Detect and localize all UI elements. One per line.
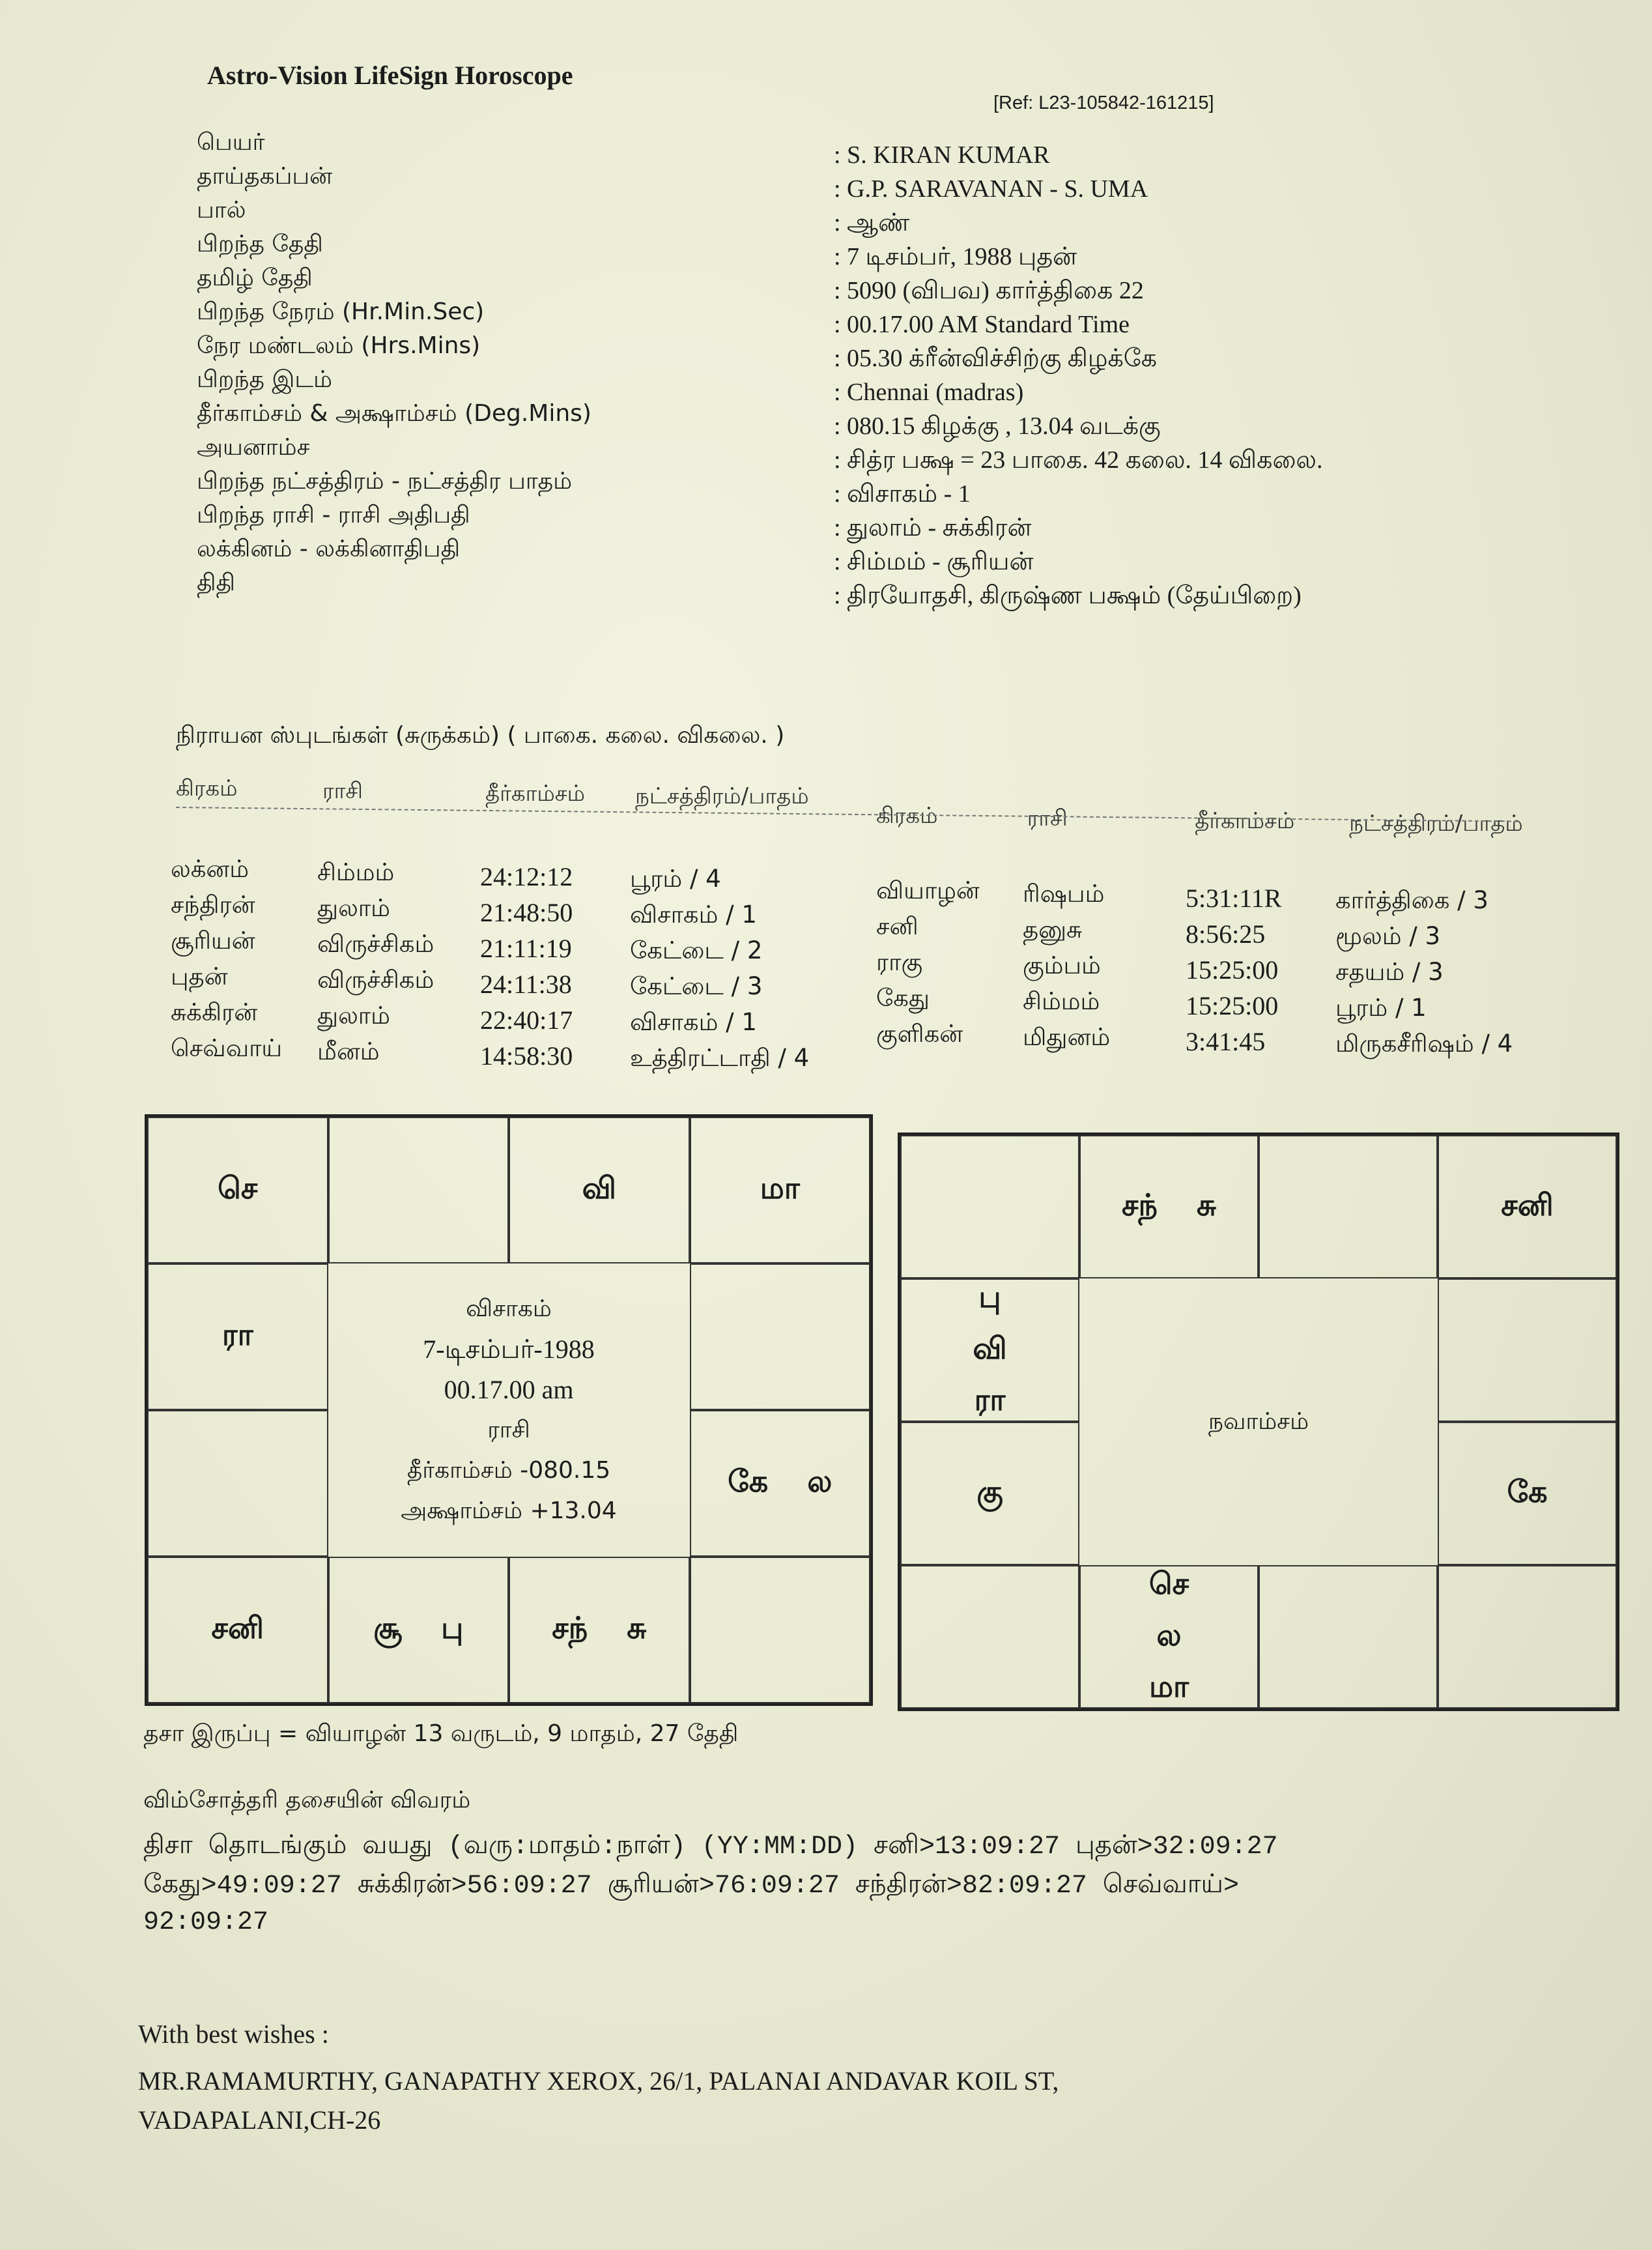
table-cell: மிதுனம் [1023, 1023, 1111, 1051]
planet-label: ல [1156, 1617, 1182, 1652]
table-cell: கும்பம் [1023, 951, 1101, 979]
chart-house [1079, 1565, 1259, 1709]
detail-label: பிறந்த நேரம் (Hr.Min.Sec) [197, 298, 485, 325]
chart-house [690, 1263, 871, 1410]
table-cell: 21:11:19 [480, 934, 572, 963]
chart-center-line: 00.17.00 am [444, 1375, 574, 1404]
detail-value: : சிம்மம் - சூரியன் [834, 548, 1034, 575]
table-cell: விருச்சிகம் [317, 966, 434, 994]
detail-value: : G.P. SARAVANAN - S. UMA [834, 175, 1148, 203]
table-cell: ரிஷபம் [1023, 880, 1105, 908]
chart-house [900, 1278, 1079, 1422]
chart-center [1079, 1278, 1438, 1565]
planet-label: சந் [552, 1610, 588, 1645]
sputam-heading: நிராயன ஸ்புடங்கள் (சுருக்கம்) ( பாகை. கலை. விகலை. ) [176, 722, 785, 749]
detail-value: : துலாம் - சுக்கிரன் [834, 514, 1032, 541]
table-cell: 15:25:00 [1186, 991, 1279, 1020]
table-cell: 24:11:38 [480, 970, 572, 999]
table-cell: கார்த்திகை / 3 [1335, 886, 1488, 914]
table-cell: 21:48:50 [480, 898, 573, 927]
detail-value: : 5090 (விபவ) கார்த்திகை 22 [834, 277, 1144, 304]
table-cell: பூரம் / 1 [1335, 994, 1427, 1022]
chart-house [900, 1422, 1079, 1565]
chart-house [509, 1117, 690, 1263]
planet-label: பு [441, 1610, 464, 1645]
footer-address-2: VADAPALANI,CH-26 [138, 2105, 381, 2135]
detail-value: : 05.30 க்ரீன்விச்சிற்கு கிழக்கே [834, 345, 1158, 372]
chart-house [1259, 1135, 1438, 1278]
detail-value: : Chennai (madras) [834, 379, 1024, 406]
detail-label: தமிழ் தேதி [197, 265, 313, 291]
planet-label: கே [1507, 1473, 1548, 1509]
chart-center-line: 7-டிசம்பர்-1988 [423, 1334, 595, 1364]
detail-value: : ஆண் [834, 209, 910, 237]
column-header: கிரகம் [876, 803, 938, 829]
table-cell: 15:25:00 [1186, 955, 1279, 985]
dasa-line-2: கேது>49:09:27 சுக்கிரன்>56:09:27 சூரியன்>76:09:27 சந்திரன்>82:09:27 செவ்வாய்> [143, 1871, 1239, 1901]
table-cell: துலாம் [317, 894, 390, 922]
footer-wishes: With best wishes : [138, 2019, 329, 2049]
detail-value: : சித்ர பக்ஷ = 23 பாகை. 42 கலை. 14 விகலை. [834, 446, 1323, 474]
column-header: தீர்காம்சம் [485, 781, 585, 807]
detail-label: திதி [197, 570, 235, 596]
chart-house [900, 1135, 1079, 1278]
chart-house [147, 1263, 328, 1410]
table-cell: சிம்மம் [317, 858, 395, 886]
chart-house [1438, 1565, 1617, 1709]
planet-label: மா [1148, 1668, 1189, 1704]
column-header: தீர்காம்சம் [1195, 808, 1295, 834]
detail-label: லக்கினம் - லக்கினாதிபதி [197, 536, 461, 562]
document-title: Astro-Vision LifeSign Horoscope [207, 61, 573, 90]
table-cell: சந்திரன் [171, 891, 255, 919]
chart-house [1438, 1135, 1617, 1278]
chart-house [509, 1557, 690, 1703]
chart-house [1438, 1422, 1617, 1565]
chart-center-line: விசாகம் [466, 1295, 552, 1322]
planet-label: ல [807, 1464, 833, 1499]
chart-house [147, 1557, 328, 1703]
dasa-line-3: 92:09:27 [143, 1908, 269, 1937]
table-cell: சனி [876, 912, 919, 940]
planet-label: பு [978, 1278, 1001, 1314]
planet-label: ரா [974, 1381, 1006, 1417]
planet-label: வி [582, 1170, 616, 1205]
table-cell: தனுசு [1023, 916, 1083, 944]
table-cell: கேட்டை / 3 [630, 972, 763, 1000]
chart-house [1259, 1565, 1438, 1709]
chart-house [328, 1117, 509, 1263]
planet-label: கே [728, 1464, 769, 1499]
planet-label: செ [1148, 1565, 1189, 1601]
table-cell: செவ்வாய் [171, 1034, 283, 1062]
table-cell: சுக்கிரன் [171, 998, 258, 1026]
detail-label: நேர மண்டலம் (Hrs.Mins) [197, 332, 481, 359]
planet-label: ரா [221, 1317, 253, 1352]
reference-number: [Ref: L23-105842-161215] [993, 93, 1214, 113]
table-cell: லக்னம் [171, 855, 249, 883]
table-cell: சதயம் / 3 [1335, 958, 1444, 986]
table-cell: 24:12:12 [480, 862, 573, 891]
chart-house [147, 1410, 328, 1557]
table-cell: சூரியன் [171, 927, 255, 955]
planet-label: சனி [211, 1610, 264, 1645]
detail-label: அயனாம்ச [197, 434, 310, 461]
planet-label: சூ [373, 1610, 403, 1645]
chart-house [690, 1557, 871, 1703]
chart-center-line: தீர்காம்சம் -080.15 [406, 1457, 611, 1484]
table-cell: கேட்டை / 2 [630, 936, 763, 964]
planet-label: சு [1196, 1187, 1216, 1222]
column-header: ராசி [322, 778, 363, 804]
detail-label: தீர்காம்சம் & அக்ஷாம்சம் (Deg.Mins) [197, 400, 591, 427]
chart-house [1079, 1135, 1259, 1278]
table-cell: விசாகம் / 1 [630, 901, 757, 929]
dasa-balance: தசா இருப்பு = வியாழன் 13 வருடம், 9 மாதம், 27 தேதி [143, 1720, 739, 1747]
column-header: நட்சத்திரம்/பாதம் [635, 783, 809, 809]
table-cell: வியாழன் [876, 876, 980, 904]
table-cell: சிம்மம் [1023, 987, 1100, 1015]
chart-house [1438, 1278, 1617, 1422]
dasa-line-1: திசா தொடங்கும் வயது (வரு:மாதம்:நாள்) (YY:MM:DD) சனி>13:09:27 புதன்>32:09:27 [143, 1832, 1278, 1862]
planet-label: கு [976, 1473, 1003, 1509]
chart-center [328, 1263, 690, 1557]
footer-address-1: MR.RAMAMURTHY, GANAPATHY XEROX, 26/1, PALANAI ANDAVAR KOIL ST, [138, 2066, 1059, 2096]
chart-house [690, 1117, 871, 1263]
table-cell: 22:40:17 [480, 1005, 573, 1035]
planet-label: செ [218, 1170, 258, 1205]
detail-value: : 080.15 கிழக்கு , 13.04 வடக்கு [834, 412, 1161, 440]
chart-house [147, 1117, 328, 1263]
table-cell: 3:41:45 [1186, 1027, 1266, 1056]
planet-label: சனி [1501, 1187, 1554, 1222]
detail-label: பிறந்த ராசி - ராசி அதிபதி [197, 502, 470, 528]
table-cell: குளிகன் [876, 1020, 963, 1048]
table-cell: புதன் [171, 962, 228, 990]
table-cell: 14:58:30 [480, 1041, 573, 1071]
table-cell: பூரம் / 4 [630, 865, 721, 893]
header-divider [176, 807, 1518, 822]
table-cell: 8:56:25 [1186, 919, 1266, 949]
planet-label: மா [760, 1170, 800, 1205]
chart-house [900, 1565, 1079, 1709]
planet-label: சந் [1122, 1187, 1158, 1222]
detail-label: பிறந்த இடம் [197, 366, 332, 393]
table-cell: உத்திரட்டாதி / 4 [630, 1044, 810, 1072]
chart-frame [145, 1114, 873, 1706]
table-cell: விசாகம் / 1 [630, 1008, 757, 1036]
column-header: நட்சத்திரம்/பாதம் [1349, 811, 1523, 837]
table-cell: மூலம் / 3 [1335, 922, 1440, 950]
table-cell: துலாம் [317, 1002, 390, 1030]
table-cell: விருச்சிகம் [317, 930, 434, 958]
table-cell: கேது [876, 984, 930, 1012]
chart-center-line: நவாம்சம் [1208, 1408, 1309, 1435]
detail-value: : திரயோதசி, கிருஷ்ண பக்ஷம் (தேய்பிறை) [834, 582, 1302, 609]
detail-label: பிறந்த நட்சத்திரம் - நட்சத்திர பாதம் [197, 468, 573, 495]
planet-label: சு [627, 1610, 647, 1645]
detail-value: : விசாகம் - 1 [834, 480, 971, 508]
detail-value: : 00.17.00 AM Standard Time [834, 311, 1130, 338]
detail-label: பெயர் [197, 129, 265, 156]
detail-value: : 7 டிசம்பர், 1988 புதன் [834, 243, 1077, 270]
table-cell: மீனம் [317, 1037, 380, 1065]
table-cell: ராகு [876, 948, 923, 976]
detail-label: பால் [197, 197, 246, 224]
chart-house [690, 1410, 871, 1557]
column-header: ராசி [1027, 805, 1068, 831]
detail-label: தாய்தகப்பன் [197, 163, 333, 190]
chart-center-line: அக்ஷாம்சம் +13.04 [401, 1497, 617, 1524]
table-cell: மிருகசீரிஷம் / 4 [1335, 1030, 1513, 1058]
planet-label: வி [973, 1330, 1007, 1366]
detail-value: : S. KIRAN KUMAR [834, 141, 1050, 169]
column-header: கிரகம் [176, 775, 238, 801]
chart-house [328, 1557, 509, 1703]
table-cell: 5:31:11R [1186, 884, 1282, 913]
chart-center-line: ராசி [487, 1417, 530, 1443]
dasa-heading: விம்சோத்தரி தசையின் விவரம் [143, 1787, 471, 1813]
detail-label: பிறந்த தேதி [197, 231, 323, 257]
chart-frame [898, 1132, 1619, 1711]
